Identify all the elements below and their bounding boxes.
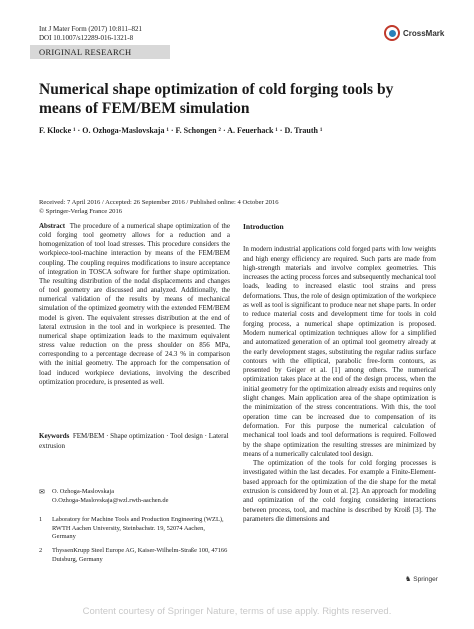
introduction [243,222,436,524]
affiliation-number: 1 [39,516,43,523]
section-tag: ORIGINAL RESEARCH [30,45,170,59]
crossmark-icon [384,25,400,41]
affiliation-text: Laboratory for Machine Tools and Production Engineering (WZL), RWTH Aachen University, Steinbachstr. 19, 52074 Aachen, Germany [52,516,224,540]
introduction-heading: Introduction [243,222,284,231]
contact-email[interactable]: O.Ozhoga-Maslovskaja@wzl.rwth-aachen.de [52,496,169,504]
authors-text: F. Klocke ¹ · O. Ozhoga-Maslovskaja ¹ · F. Schongen ² · A. Feuerhack ¹ · D. Trauth ¹ [39,126,323,135]
crossmark-badge[interactable] [384,25,444,41]
affiliation-2 [39,547,230,564]
publication-dates [39,198,439,216]
affiliation-1 [39,516,230,542]
courtesy-watermark: Content courtesy of Springer Nature, terms of use apply. Rights reserved. [82,606,392,617]
intro-paragraph-2: The optimization of the tools for cold forging processes is investigated within the last decades. For example a Finite-Element-based approach for the optimization of the die shape for the metal extrusion is considered by Joun et al. [2]. An approach for modeling and optimization of the cold forging considering interactions between process, tool, and machine is described by Kroiß [3]. The parameters die dimensions and [243,459,436,523]
crossmark-label: CrossMark [403,28,445,38]
publisher-logo [405,575,438,583]
springer-horse-icon: ♞ [405,576,412,583]
author-list [39,126,449,136]
journal-meta [39,25,142,43]
affiliation-text: ThyssenKrupp Steel Europe AG, Kaiser-Wilhelm-Straße 100, 47166 Duisburg, Germany [52,547,228,563]
corresponding-author [39,488,230,505]
keywords [39,432,230,451]
keywords-text: FEM/BEM · Shape optimization · Tool design · Lateral extrusion [39,432,229,450]
abstract [39,222,230,387]
doi[interactable]: DOI 10.1007/s12289-016-1321-8 [39,34,134,42]
article-title: Numerical shape optimization of cold forging tools by means of FEM/BEM simulation [39,81,394,117]
envelope-icon: ✉ [39,488,45,496]
journal-citation: Int J Mater Form (2017) 10:811–821 [39,25,142,33]
keywords-label: Keywords [39,432,70,440]
publisher-name: Springer [413,575,438,583]
abstract-label: Abstract [39,222,66,230]
dates-line: Received: 7 April 2016 / Accepted: 26 September 2016 / Published online: 4 October 2016 [39,199,279,206]
copyright-line: © Springer-Verlag France 2016 [39,208,123,215]
affiliation-number: 2 [39,547,43,554]
abstract-text: The procedure of a numerical shape optimization of the cold forging tool geometry allows for a reduction and a homogenization of tool load stresses. This procedure considers the workpiece-tool-machine interaction by means of the FEM/BEM coupling. The coupling requires modifications to insure acceptance of integration in TOSCA software for further shape optimization. The resulting distribution of the nodal displacements and changes of tool geometry are discussed and analyzed. Additionally, the numerical validation of the results by means of mechanical simulation of the optimized geometry with the extended FEM/BEM model is given. The equivalent stresses distribution at the end of lateral extrusion in the tool and in workpiece is presented. The numerical shape optimization leads to the maximum equivalent stress value reduction on the press shoulder on 856 MPa, corresponding to a percentage decrease of 24.3 % in comparison with the initial geometry. The approach for the compensation of load induced workpiece deviations, involving the described optimization procedure, is presented as well. [39,222,230,386]
contact-name: O. Ozhoga-Maslovskaja [52,488,115,495]
intro-paragraph-1: In modern industrial applications cold forged parts with low weights and high energy efficiency are required. Such parts are made from high-strength materials and involve complex geometries. This increases the acting process forces and subsequently mechanical tool loads, leading to increased elastic tool strains and press deformations. Thus, the role of design optimization of the workpiece as well as tool is significant to produce near net shape parts. In order to reduce material costs and development time for tools in cold forging process, a numerical shape optimization is proposed. Modern numerical optimization techniques allow for a simplified and automatized generation of an optimal tool geometry already at the early development stages, substituting the regular radius surface contours with the elliptical, parabolic free-form contours, as presented by Geiger et al. [1] among others. The numerical optimization takes place at the end of the design process, when the initial geometry for the optimization already exists and requires only slight changes. Main application area of the shape optimization is the minimization of the stress concentrations. With this, the tool operation time can be increased due to compensation of its deformation. For this purpose the numerical calculation of mechanical tool loads and tool deformations is required. Followed by the shape optimization the resulting stresses are minimized by means of a numerically calculated tool design. [243,245,436,458]
